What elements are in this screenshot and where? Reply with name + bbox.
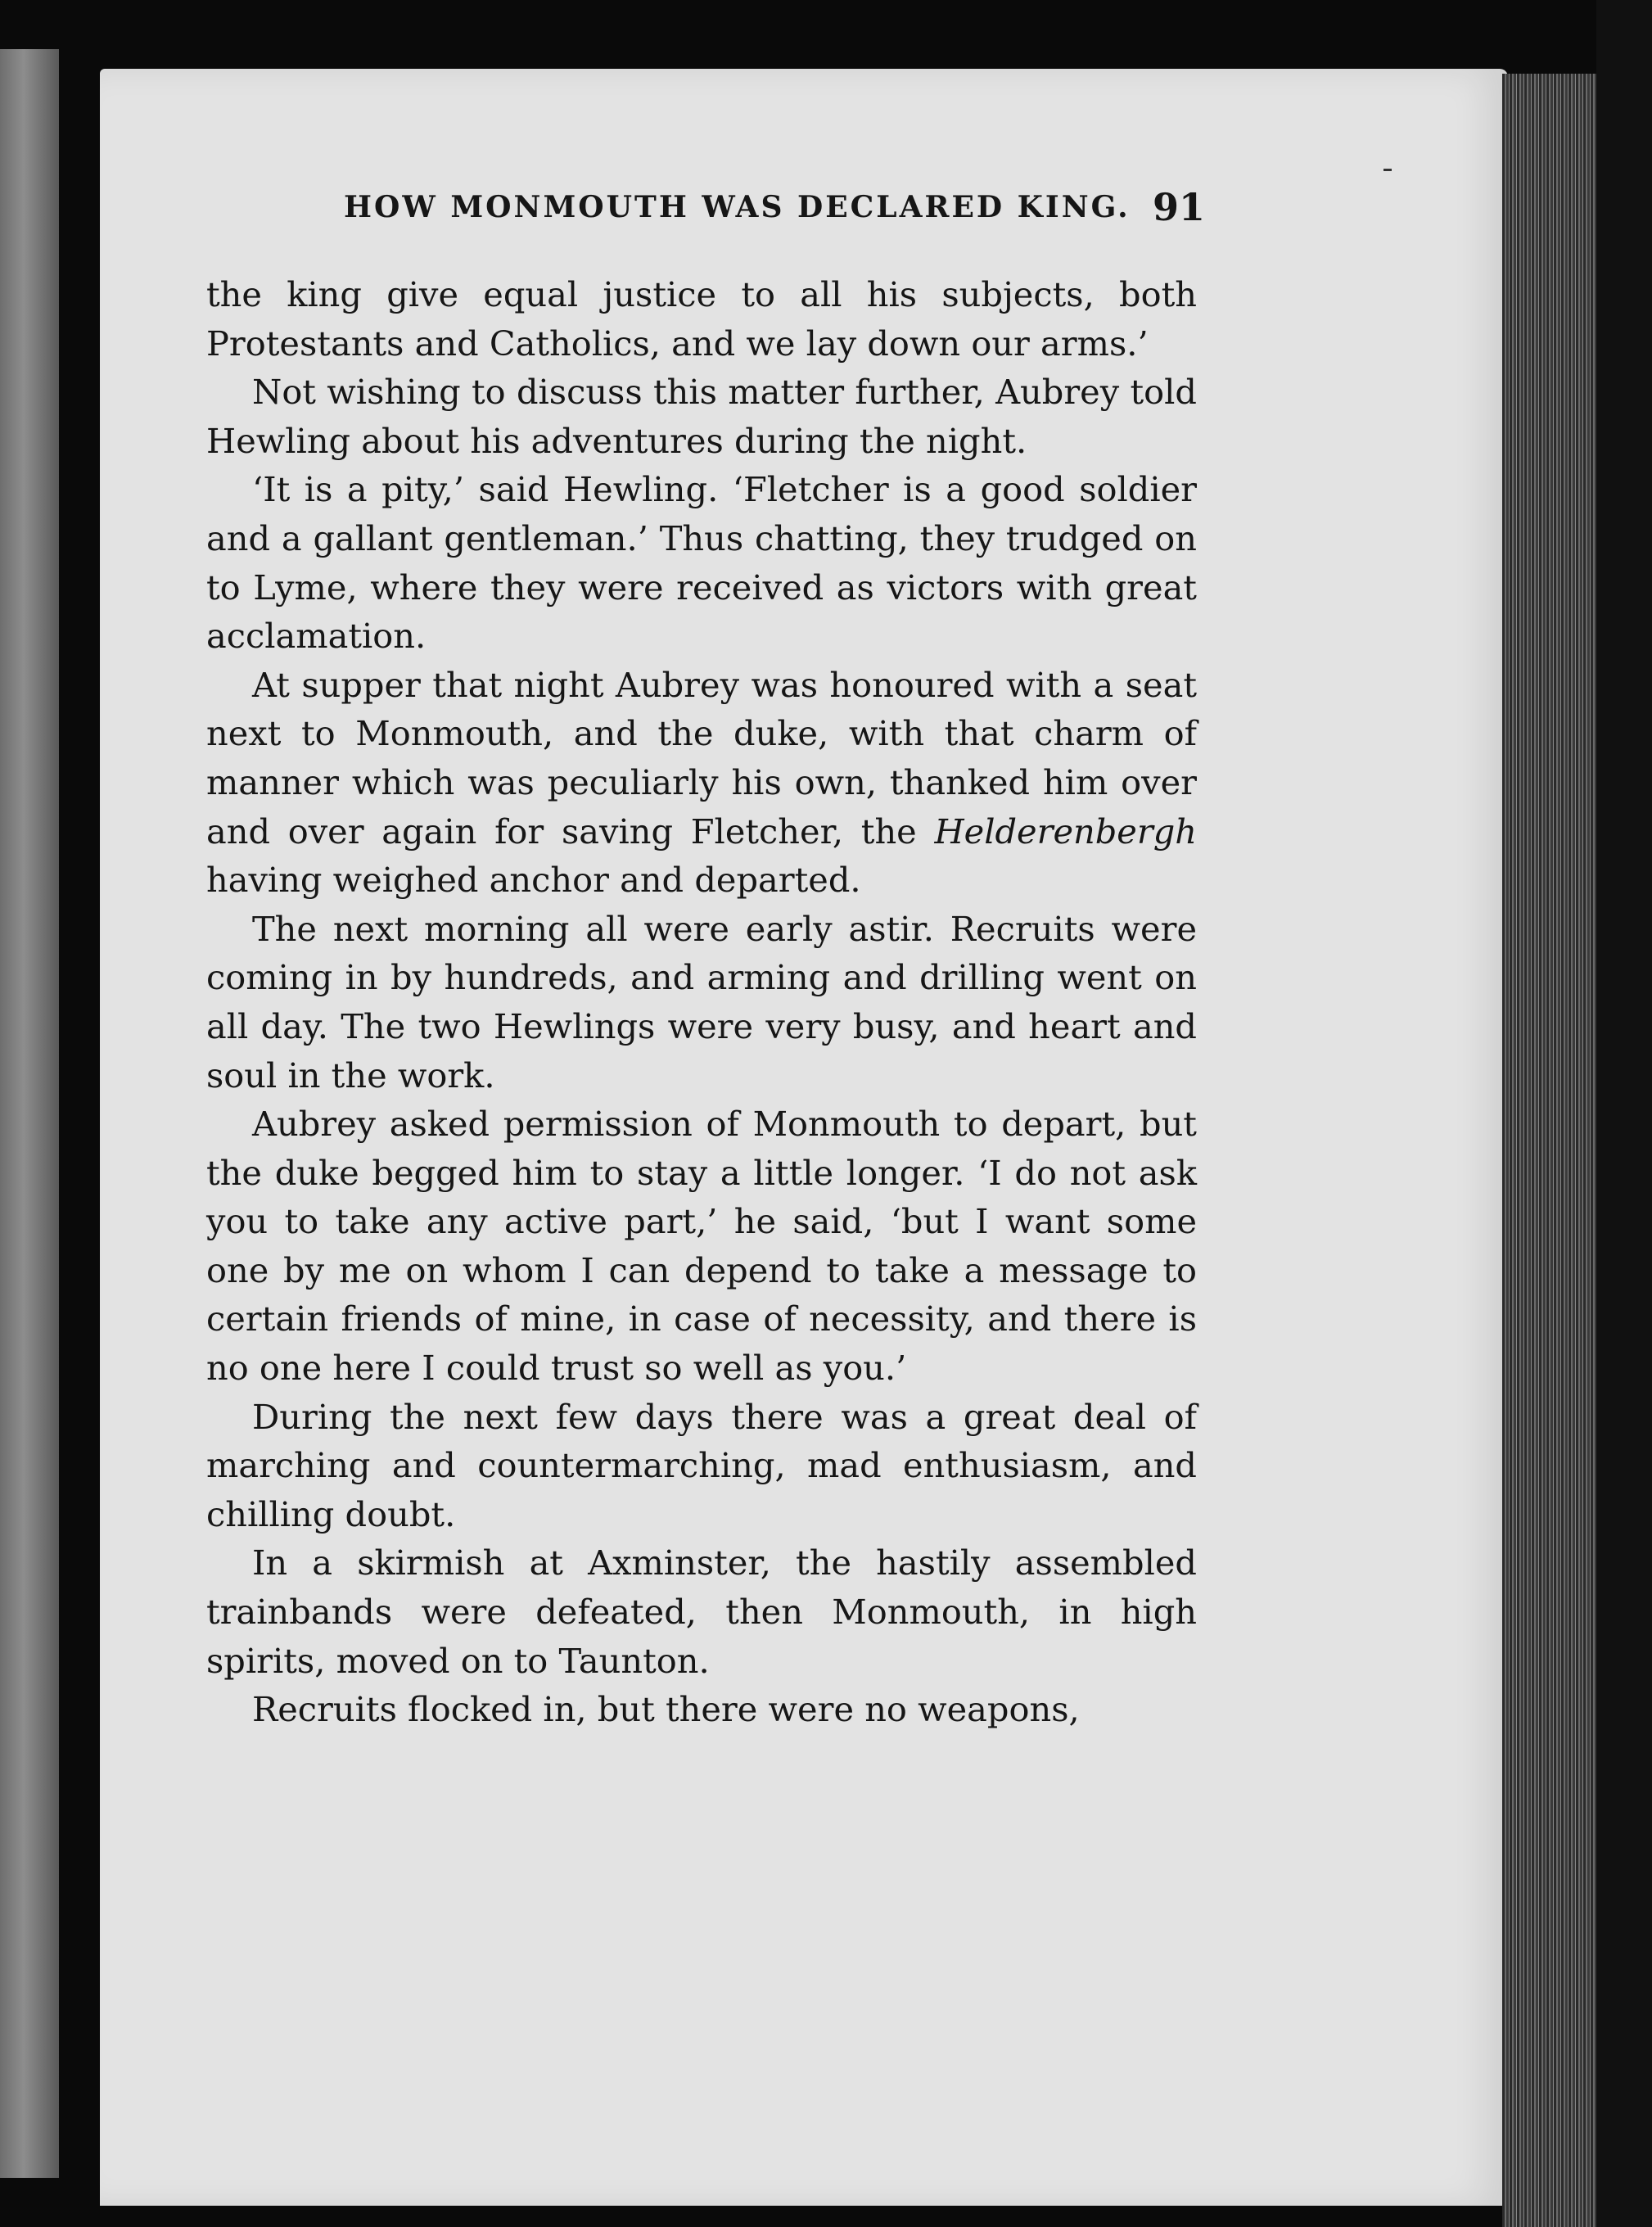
paragraph: the king give equal justice to all his subjects, both Protestants and Catholics, and we lay down our arms.’ <box>206 274 1197 364</box>
paragraph: Aubrey asked permission of Monmouth to depart, but the duke begged him to stay a little longer. ‘I do not ask you to take any active part,’ he said, ‘but I want some one by me on whom I can depend to take a message to certain friends of mine, in case of necessity, and there is no one here I could trust so well as you.’ <box>206 1104 1197 1389</box>
paragraph: The next morning all were early astir. Recruits were coming in by hundreds, and arming and drilling went on all day. The two Hewlings were very busy, and heart and soul in the work. <box>206 908 1197 1095</box>
paragraph: ‘It is a pity,’ said Hewling. ‘Fletcher is a good soldier and a gallant gentleman.’ Thus chatting, they trudged on to Lyme, where they were received as victors with great acclamation. <box>206 469 1197 657</box>
paragraph <box>206 661 1197 905</box>
running-title: HOW MONMOUTH WAS DECLARED KING. <box>344 190 1131 224</box>
paragraph: Recruits flocked in, but there were no weapons, <box>252 1689 1080 1730</box>
paragraph: In a skirmish at Axminster, the hastily assembled trainbands were defeated, then Monmouth, in high spirits, moved on to Taunton. <box>206 1543 1197 1681</box>
ship-name: Helderenbergh <box>934 811 1197 852</box>
paragraph: Not wishing to discuss this matter further, Aubrey told Hewling about his adventures during the night. <box>206 372 1197 461</box>
paragraph-text: At supper that night Aubrey was honoured with a seat next to Monmouth, and the duke, with that charm of manner which was peculiarly his own, thanked him over and over again for saving Fletcher, the <box>206 664 1197 852</box>
page-stack-edge <box>1502 74 1596 2227</box>
page-number: 91 <box>1153 185 1206 229</box>
paragraph: During the next few days there was a great deal of marching and countermarching, mad enthusiasm, and chilling doubt. <box>206 1396 1197 1534</box>
paragraph-text: having weighed anchor and departed. <box>206 860 861 901</box>
scan-border <box>1596 0 1652 2227</box>
previous-page-edge <box>0 49 59 2178</box>
body-text <box>206 270 1197 1734</box>
dust-speck <box>1383 169 1392 171</box>
